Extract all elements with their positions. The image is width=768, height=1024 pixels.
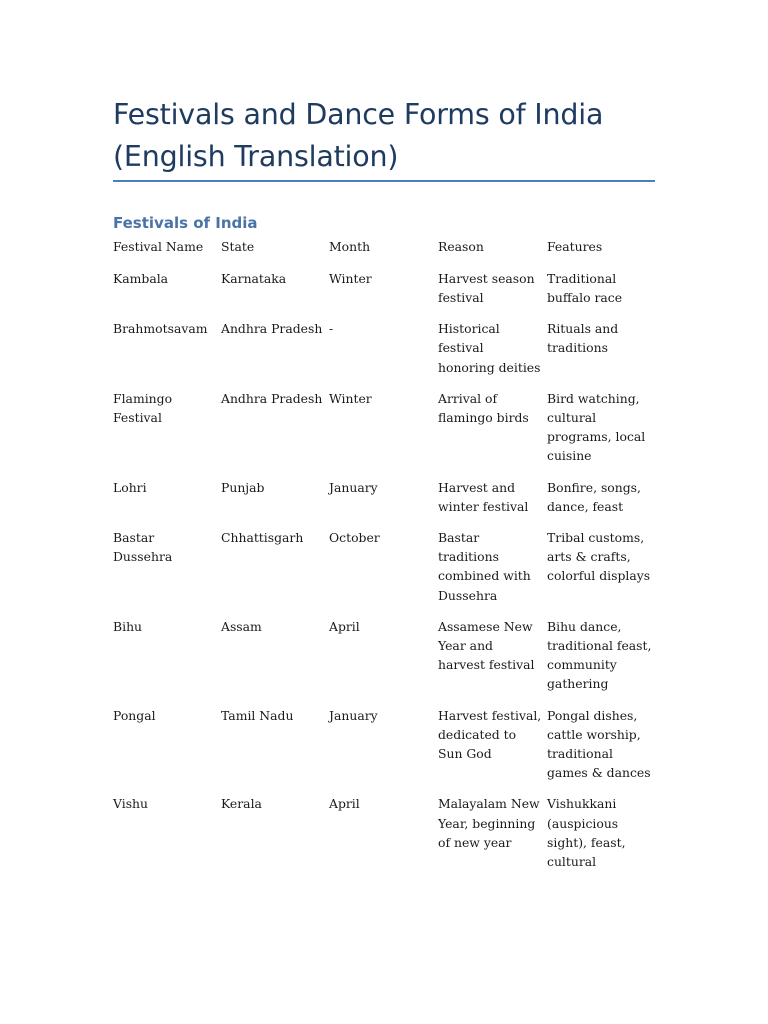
cell-month: April [329, 618, 360, 634]
table-row [113, 706, 658, 795]
cell-state: Assam [221, 618, 262, 634]
document-title [113, 94, 673, 178]
table-row [113, 528, 658, 617]
cell-reason: Malayalam New Year, beginning of new year [438, 796, 540, 850]
cell-festival-name: Brahmotsavam [113, 321, 208, 337]
table-row [113, 794, 658, 883]
cell-month: April [329, 796, 360, 812]
title-line-1: Festivals and Dance Forms of India [113, 98, 604, 131]
cell-features: Rituals and traditions [547, 321, 619, 356]
cell-reason: Harvest festival, dedicated to Sun God [438, 707, 542, 762]
cell-reason: Bastar traditions combined with Dussehra [438, 530, 531, 603]
section-heading: Festivals of India [113, 214, 258, 232]
cell-month: January [329, 479, 378, 495]
cell-state: Karnataka [221, 270, 287, 286]
cell-state: Chhattisgarh [221, 530, 304, 546]
cell-state: Punjab [221, 479, 265, 495]
table-row [113, 478, 658, 528]
header-state: State [221, 239, 255, 254]
cell-features: Bonfire, songs, dance, feast [547, 479, 641, 514]
cell-reason: Harvest season festival [438, 270, 535, 305]
table-row [113, 617, 658, 706]
cell-state: Kerala [221, 796, 262, 812]
cell-state: Andhra Pradesh [221, 321, 323, 337]
title-line-2: (English Translation) [113, 140, 399, 173]
cell-festival-name: Flamingo Festival [113, 390, 173, 426]
cell-month: Winter [329, 270, 372, 286]
cell-month: October [329, 530, 380, 546]
cell-festival-name: Kambala [113, 270, 169, 286]
cell-features: Pongal dishes, cattle worship, traditional games & dances [547, 707, 651, 781]
cell-reason: Arrival of flamingo birds [438, 390, 529, 426]
cell-festival-name: Vishu [113, 796, 149, 812]
title-underline [113, 180, 655, 182]
cell-features: Bihu dance, traditional feast, community gathering [547, 618, 652, 692]
header-month: Month [329, 239, 371, 254]
table-row [113, 269, 658, 319]
cell-reason: Harvest and winter festival [438, 479, 529, 514]
cell-features: Tribal customs, arts & crafts, colorful displays [547, 530, 651, 584]
cell-state: Andhra Pradesh [221, 390, 323, 406]
cell-month: - [329, 321, 334, 337]
cell-festival-name: Lohri [113, 479, 147, 495]
cell-festival-name: Pongal [113, 707, 156, 723]
header-reason: Reason [438, 239, 484, 254]
cell-state: Tamil Nadu [221, 707, 294, 723]
festivals-table [113, 237, 658, 883]
cell-reason: Assamese New Year and harvest festival [438, 618, 535, 673]
table-row [113, 319, 658, 389]
cell-features: Vishukkani (auspicious sight), feast, cultural [547, 796, 626, 870]
table-row [113, 389, 658, 478]
cell-month: January [329, 707, 378, 723]
cell-month: Winter [329, 390, 372, 406]
cell-features: Bird watching, cultural programs, local cuisine [547, 390, 646, 464]
header-festival-name: Festival Name [113, 239, 204, 254]
cell-reason: Historical festival honoring deities [438, 321, 541, 375]
cell-features: Traditional buffalo race [547, 270, 623, 305]
header-features: Features [547, 239, 603, 254]
cell-festival-name: Bihu [113, 618, 143, 634]
cell-festival-name: Bastar Dussehra [113, 530, 173, 565]
table-header-row [113, 237, 658, 269]
